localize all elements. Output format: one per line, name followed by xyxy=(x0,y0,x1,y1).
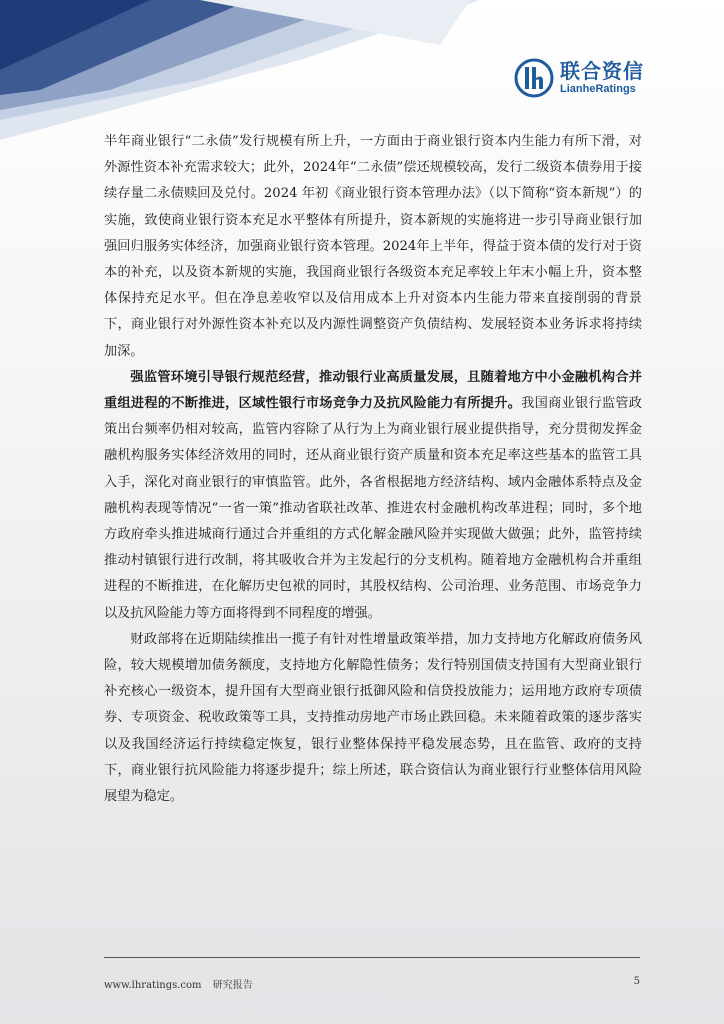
paragraph-outlook: 财政部将在近期陆续推出一揽子有针对性增量政策举措，加力支持地方化解政府债务风险，较大规模增加债务额度，支持地方化解隐性债务；发行特别国债支持国有大型商业银行补充核心一级资本，提升国有大型商业银行抵御风险和信贷投放能力；运用地方政府专项债券、专项资金、税收政策等工具，支持推动房地产市场止跌回稳。未来随着政策的逐步落实以及我国经济运行持续稳定恢复，银行业整体保持平稳发展态势，且在监管、政府的支持下，商业银行抗风险能力将逐步提升；综上所述，联合资信认为商业银行行业整体信用风险展望为稳定。 xyxy=(104,631,642,805)
brand-name-en: LianheRatings xyxy=(560,83,636,95)
footer-website: www.lhratings.com xyxy=(104,980,202,991)
paragraph-regulation-body: 我国商业银行监管政策出台频率仍相对较高，监管内容除了从行为上为商业银行展业提供指导，充分贯彻发挥金融机构服务实体经济效用的同时，还从商业银行资产质量和资本充足率这些基本的监管工具入手，深化对商业银行的审慎监管。此外，各省根据地方经济结构、域内金融体系特点及金融机构表现等情况“一省一策”推动省联社改革、推进农村金融机构改革进程；同时，多个地方政府牵头推进城商行通过合并重组的方式化解金融风险并实现做大做强；此外，监管持续推动村镇银行进行改制，将其吸收合并为主发起行的分支机构。随着地方金融机构合并重组进程的不断推进，在化解历史包袱的同时，其股权结构、公司治理、业务范围、市场竞争力以及抗风险能力等方面将得到不同程度的增强。 xyxy=(104,396,642,621)
corner-decoration xyxy=(0,0,480,140)
paragraph-capital: 半年商业银行“二永债”发行规模有所上升，一方面由于商业银行资本内生能力有所下滑，对外源性资本补充需求较大；此外，2024年“二永债”偿还规模较高，发行二级资本债券用于接续存量二永债赎回及兑付。2024 年初《商业银行资本管理办法》（以下简称“资本新规”）的实施，致使商业银行资本充足水平整体有所提升，资本新规的实施将进一步引导商业银行加强回归服务实体经济，加强商业银行资本管理。2024年上半年，得益于资本债的发行对于资本的补充，以及资本新规的实施，我国商业银行各级资本充足率较上年末小幅上升，资本整体保持充足水平。但在净息差收窄以及信用成本上升对资本内生能力带来直接削弱的背景下，商业银行对外源性资本补充以及内源性调整资产负债结构、发展轻资本业务诉求将持续加深。 xyxy=(104,134,642,359)
paragraph-regulation xyxy=(104,365,642,627)
lianhe-logo-icon xyxy=(514,58,554,98)
footer-divider xyxy=(104,957,640,958)
footer-doc-type: 研究报告 xyxy=(212,980,253,991)
paragraph-regulation-lead: 强监管环境引导银行规范经营，推动银行业高质量发展，且随着地方中小金融机构合并重组进程的不断推进，区域性银行市场竞争力及抗风险能力有所提升。 xyxy=(104,369,642,412)
brand-name-cn: 联合资信 xyxy=(560,59,644,83)
report-body xyxy=(104,129,642,810)
page-number: 5 xyxy=(633,976,640,987)
brand-logo xyxy=(514,58,644,98)
page-footer xyxy=(104,976,640,991)
